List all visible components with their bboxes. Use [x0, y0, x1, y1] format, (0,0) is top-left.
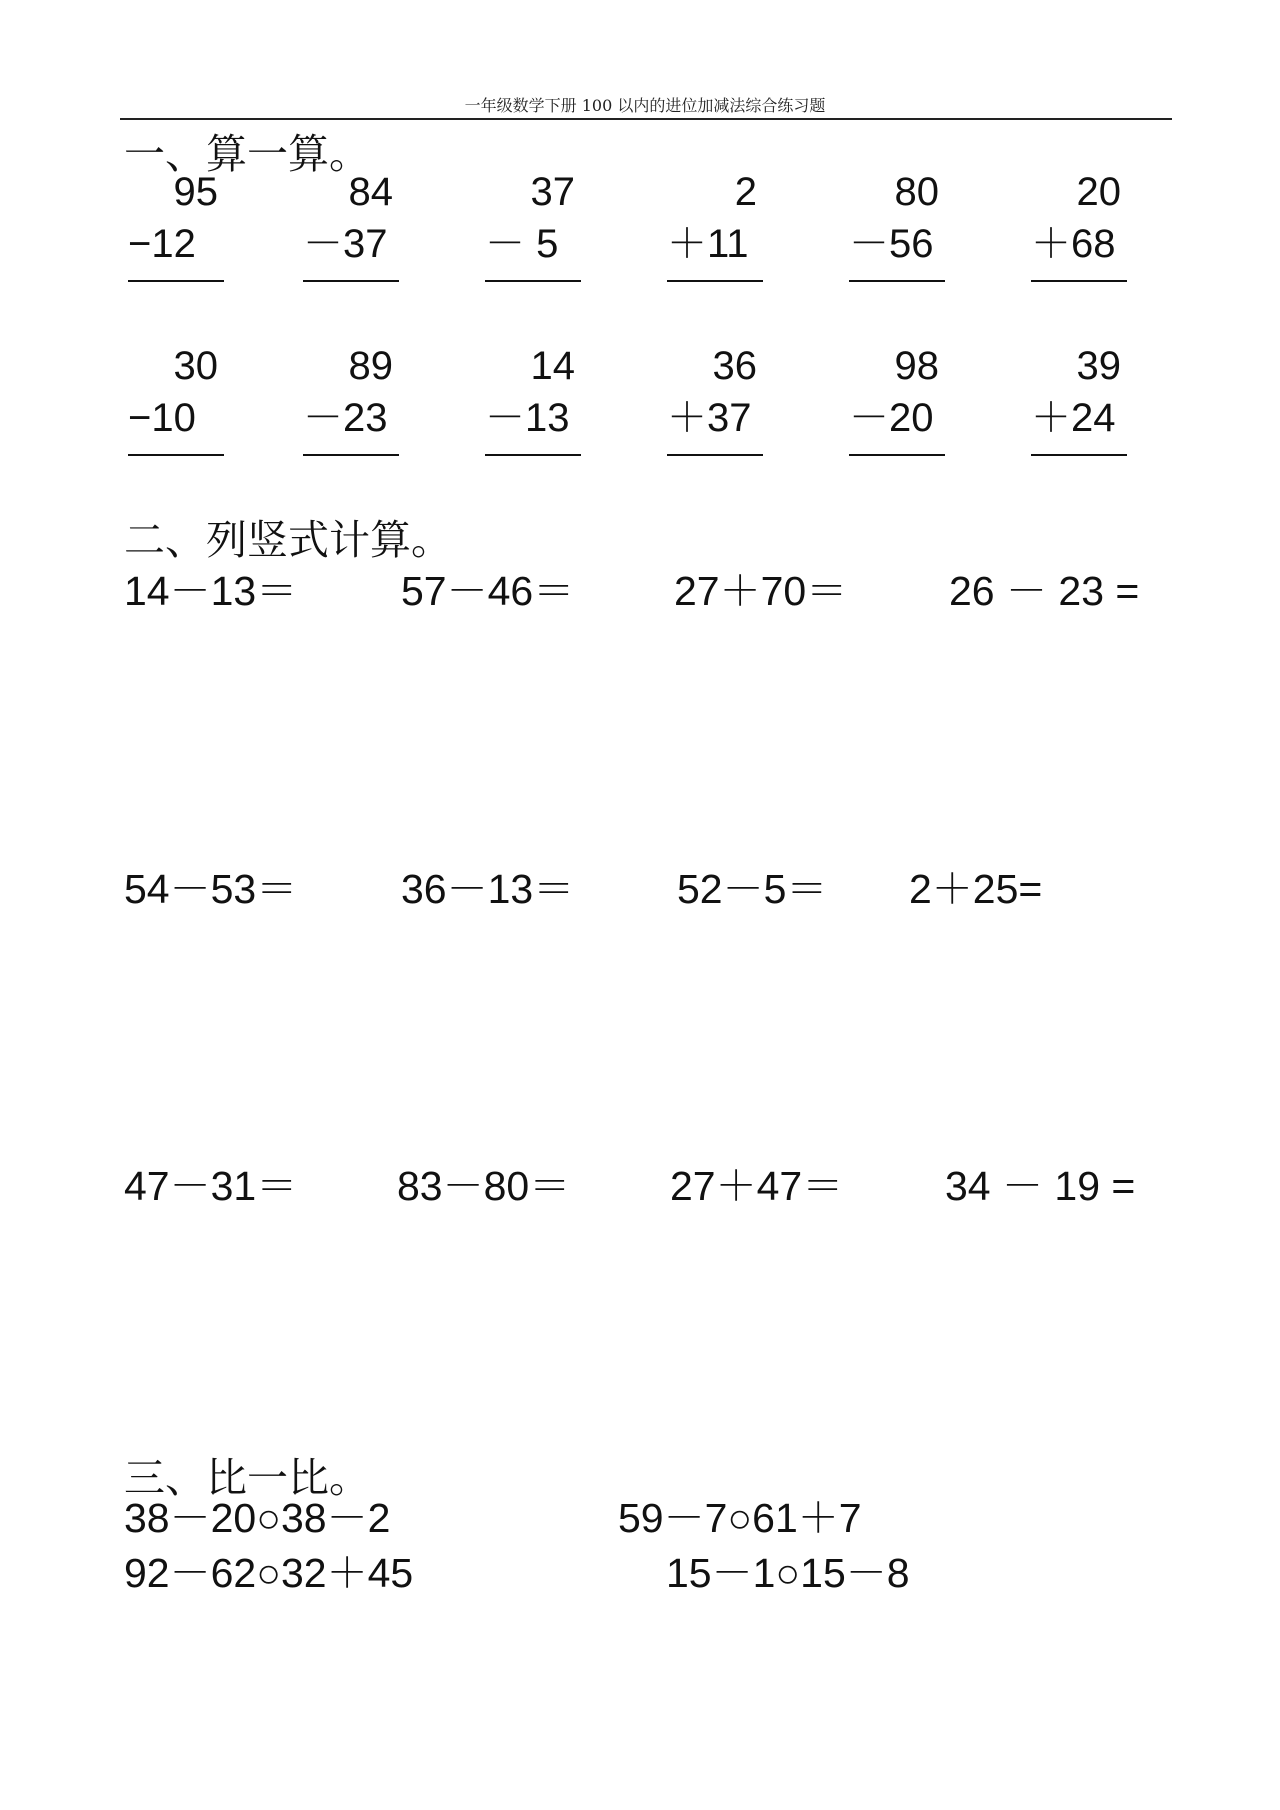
answer-line	[667, 454, 763, 456]
section-1-title: 一、算一算。	[124, 130, 370, 178]
answer-line	[667, 280, 763, 282]
answer-line	[849, 454, 945, 456]
operand: ＋11	[667, 222, 749, 266]
operand: －37	[303, 222, 388, 266]
minuend: 84	[348, 170, 393, 214]
section-2-title: 二、列竖式计算。	[124, 516, 452, 564]
minuend: 36	[712, 344, 757, 388]
minuend: 37	[530, 170, 575, 214]
equation: 83－80＝	[397, 1163, 571, 1209]
minuend: 80	[894, 170, 939, 214]
answer-line	[485, 280, 581, 282]
minuend: 30	[173, 344, 218, 388]
minuend: 2	[734, 170, 757, 214]
answer-line	[485, 454, 581, 456]
comparison-item: 15－1○15－8	[666, 1550, 910, 1596]
comparison-item: 92－62○32＋45	[124, 1550, 414, 1596]
minuend: 14	[530, 344, 575, 388]
equation: 27＋47＝	[670, 1163, 844, 1209]
answer-line	[303, 454, 399, 456]
answer-line	[1031, 280, 1127, 282]
equation: 52－5＝	[677, 866, 828, 912]
minuend: 89	[348, 344, 393, 388]
operand: ＋24	[1031, 396, 1116, 440]
answer-line	[303, 280, 399, 282]
operand: －23	[303, 396, 388, 440]
operand: －56	[849, 222, 934, 266]
equation: 26 － 23 =	[949, 568, 1140, 614]
equation: 2＋25=	[909, 866, 1043, 912]
comparison-item: 59－7○61＋7	[618, 1495, 862, 1541]
equation: 27＋70＝	[674, 568, 848, 614]
answer-line	[128, 454, 224, 456]
answer-line	[849, 280, 945, 282]
operand: －13	[485, 396, 570, 440]
equation: 47－31＝	[124, 1163, 298, 1209]
answer-line	[1031, 454, 1127, 456]
minuend: 20	[1076, 170, 1121, 214]
equation: 34 － 19 =	[945, 1163, 1136, 1209]
minuend: 95	[173, 170, 218, 214]
equation: 54－53＝	[124, 866, 298, 912]
equation: 36－13＝	[401, 866, 575, 912]
equation: 14－13＝	[124, 568, 298, 614]
operand: −10	[128, 396, 196, 440]
operand: －20	[849, 396, 934, 440]
operand: － 5	[485, 222, 559, 266]
section-3-title: 三、比一比。	[124, 1454, 370, 1502]
answer-line	[128, 280, 224, 282]
comparison-item: 38－20○38－2	[124, 1495, 391, 1541]
operand: ＋37	[667, 396, 752, 440]
page-header-title: 一年级数学下册 100 以内的进位加减法综合练习题	[464, 96, 826, 115]
equation: 57－46＝	[401, 568, 575, 614]
operand: ＋68	[1031, 222, 1116, 266]
operand: −12	[128, 222, 196, 266]
minuend: 98	[894, 344, 939, 388]
minuend: 39	[1076, 344, 1121, 388]
header-rule	[120, 118, 1172, 120]
